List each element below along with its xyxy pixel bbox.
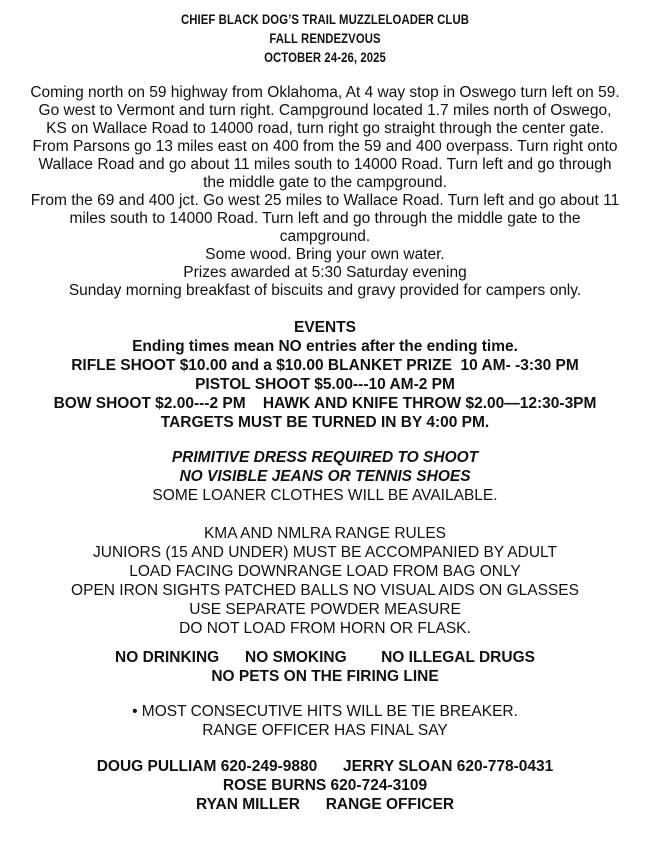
range-rules-line: OPEN IRON SIGHTS PATCHED BALLS NO VISUAL AIDS ON GLASSES <box>71 582 579 599</box>
events-note: Ending times mean NO entries after the ending time. <box>132 338 518 355</box>
range-rules-line: JUNIORS (15 AND UNDER) MUST BE ACCOMPANIED BY ADULT <box>93 544 557 561</box>
events-section <box>0 318 650 432</box>
directions-line: campground. <box>279 228 371 245</box>
tie-breaker-section <box>0 702 650 740</box>
contact-range-officer: RYAN MILLER RANGE OFFICER <box>195 796 455 813</box>
event-name: FALL RENDEZVOUS <box>269 31 381 46</box>
directions-line: the middle gate to the campground. <box>203 174 447 191</box>
dress-rule-primitive: PRIMITIVE DRESS REQUIRED TO SHOOT <box>171 449 479 466</box>
event-rifle-shoot: RIFLE SHOOT $10.00 and a $10.00 BLANKET PRIZE 10 AM- -3:30 PM <box>71 357 579 374</box>
club-name: CHIEF BLACK DOG’S TRAIL MUZZLELOADER CLUB <box>181 12 469 27</box>
directions-line: KS on Wallace Road to 14000 road, turn right go straight through the center gate. <box>46 120 604 137</box>
range-rules-section <box>0 524 650 638</box>
range-rules-line: LOAD FACING DOWNRANGE LOAD FROM BAG ONLY <box>129 563 521 580</box>
directions-line: Wallace Road and go about 11 miles south to 14000 Road. Turn left and go through <box>38 156 612 173</box>
events-heading: EVENTS <box>293 319 356 336</box>
event-bow-hawk-knife: BOW SHOOT $2.00---2 PM HAWK AND KNIFE THROW $2.00—12:30-3PM <box>53 395 597 412</box>
dress-loaner-note: SOME LOANER CLOTHES WILL BE AVAILABLE. <box>152 487 498 504</box>
directions-line: Coming north on 59 highway from Oklahoma, At 4 way stop in Oswego turn left on 59. <box>30 84 620 101</box>
dress-code-section <box>0 448 650 505</box>
directions-line: Go west to Vermont and turn right. Campground located 1.7 miles north of Oswego, <box>38 102 612 119</box>
event-pistol-shoot: PISTOL SHOOT $5.00---10 AM-2 PM <box>195 376 455 393</box>
directions-line: miles south to 14000 Road. Turn left and go through the middle gate to the <box>69 210 581 227</box>
directions-line: Prizes awarded at 5:30 Saturday evening <box>183 264 467 281</box>
directions-line: Sunday morning breakfast of biscuits and gravy provided for campers only. <box>68 282 582 299</box>
range-officer-final-say: RANGE OFFICER HAS FINAL SAY <box>202 722 448 739</box>
flyer-header <box>0 10 650 67</box>
directions-line: From Parsons go 13 miles east on 400 from the 59 and 400 overpass. Turn right onto <box>32 138 618 155</box>
contact-rose: ROSE BURNS 620-724-3109 <box>222 777 428 794</box>
contacts-section <box>0 757 650 814</box>
range-rules-line: KMA AND NMLRA RANGE RULES <box>203 525 447 542</box>
prohibitions-section <box>0 648 650 686</box>
directions-line: Some wood. Bring your own water. <box>205 246 445 263</box>
directions-paragraph <box>0 84 650 300</box>
event-dates: OCTOBER 24-26, 2025 <box>264 50 386 65</box>
range-rules-line: DO NOT LOAD FROM HORN OR FLASK. <box>179 620 471 637</box>
tie-breaker-rule: • MOST CONSECUTIVE HITS WILL BE TIE BREAKER. <box>132 703 518 720</box>
dress-rule-no-jeans: NO VISIBLE JEANS OR TENNIS SHOES <box>179 468 471 485</box>
directions-line: From the 69 and 400 jct. Go west 25 miles to Wallace Road. Turn left and go about 11 <box>30 192 620 209</box>
events-targets-deadline: TARGETS MUST BE TURNED IN BY 4:00 PM. <box>160 414 490 431</box>
prohibitions-line-pets: NO PETS ON THE FIRING LINE <box>211 668 439 685</box>
prohibitions-line-substances: NO DRINKING NO SMOKING NO ILLEGAL DRUGS <box>115 649 535 666</box>
contact-doug-jerry: DOUG PULLIAM 620-249-9880 JERRY SLOAN 620-778-0431 <box>96 758 554 775</box>
range-rules-line: USE SEPARATE POWDER MEASURE <box>189 601 461 618</box>
